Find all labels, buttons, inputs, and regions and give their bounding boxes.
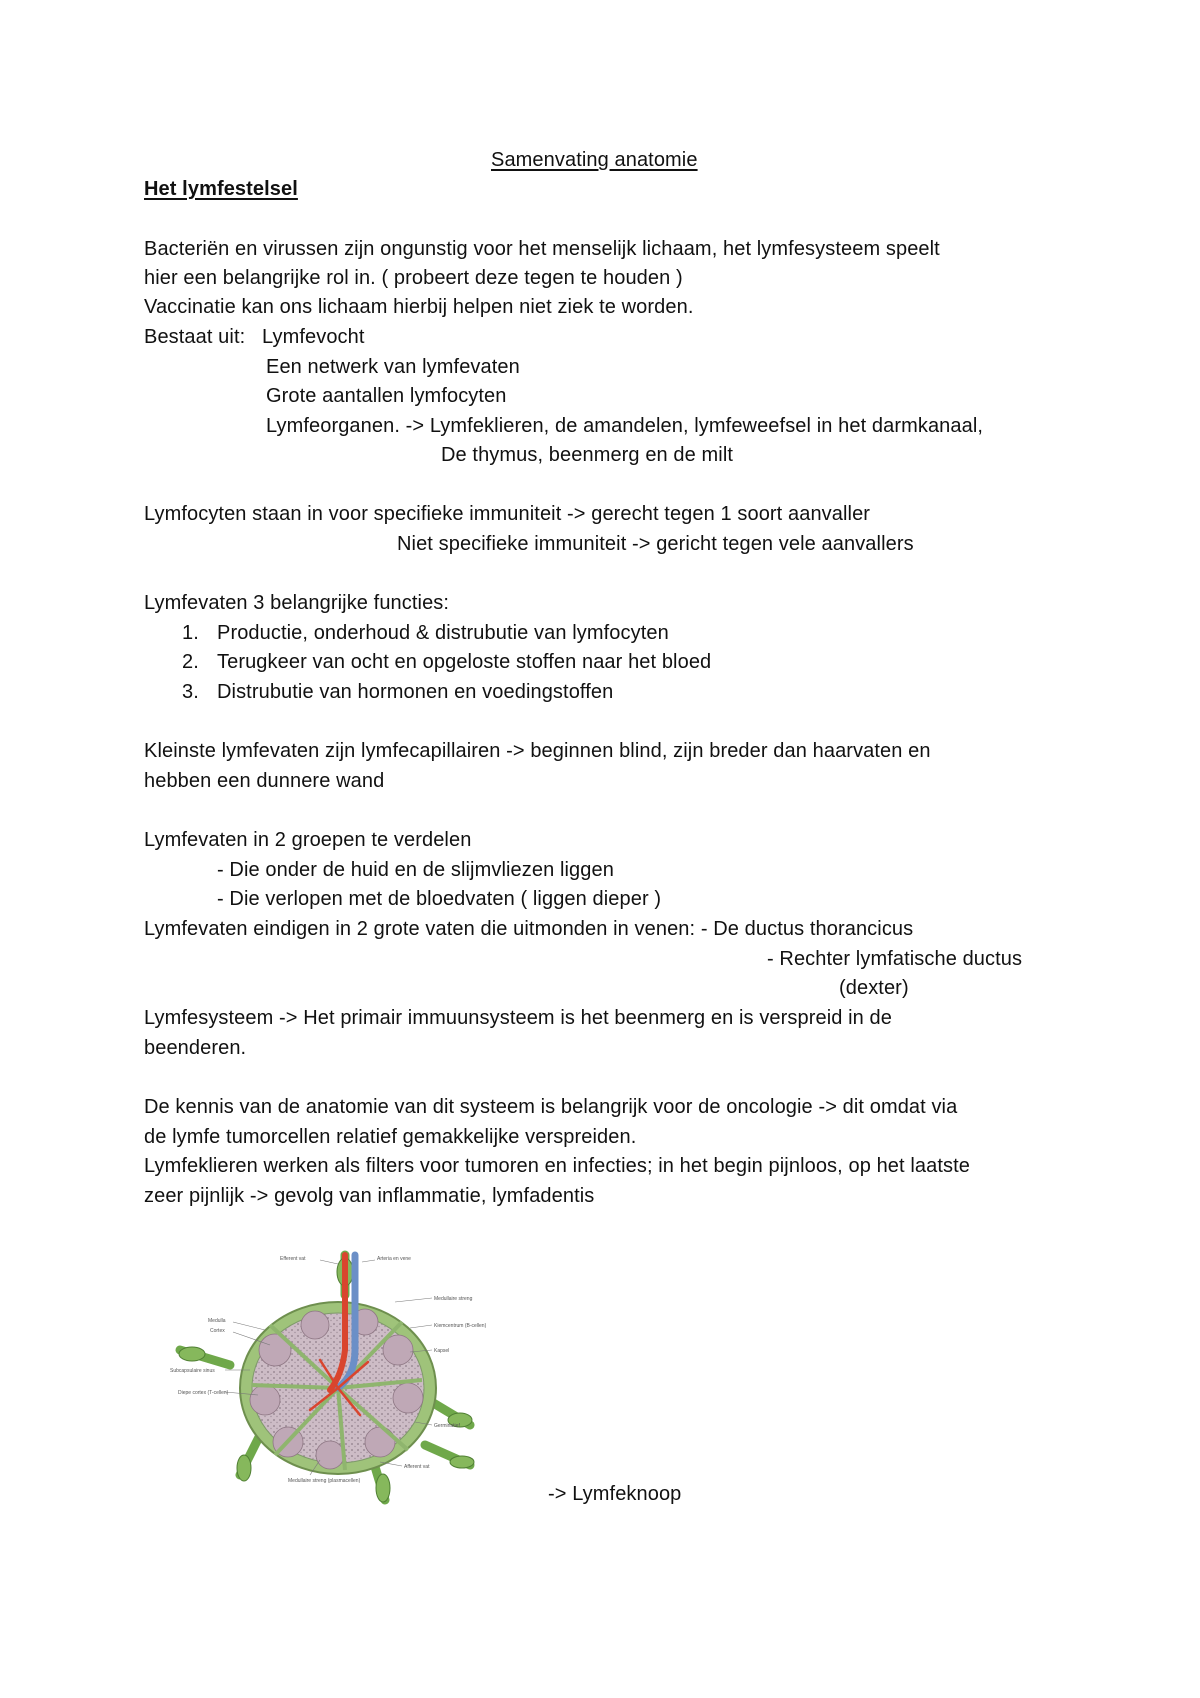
paragraph-line: Lymfesysteem -> Het primair immuunsysteem is het beenmerg en is verspreid in de [144,1007,892,1029]
paragraph-line: Lymfevaten in 2 groepen te verdelen [144,829,472,851]
figure-label: Medulla [208,1318,226,1324]
paragraph-line: zeer pijnlijk -> gevolg van inflammatie, lymfadentis [144,1185,595,1207]
list-item-number: 1. [182,622,199,644]
paragraph-line: - Die verlopen met de bloedvaten ( liggen dieper ) [217,888,662,910]
list-item: Terugkeer van ocht en opgeloste stoffen naar het bloed [217,651,712,673]
bestaat-label: Bestaat uit: [144,326,246,348]
figure-label: Efferent vat [280,1256,306,1262]
lymph-node-illustration [170,1250,515,1505]
figure-label: Cortex [210,1328,225,1334]
paragraph-line: Lymfocyten staan in voor specifieke immuniteit -> gerecht tegen 1 soort aanvaller [144,503,871,525]
paragraph-line: Kleinste lymfevaten zijn lymfecapillairen -> beginnen blind, zijn breder dan haarvaten en [144,740,931,762]
figure-label: Germinatief [434,1423,460,1429]
figure-label: Medullaire streng [434,1296,473,1302]
paragraph-line: beenderen. [144,1037,247,1059]
figure-label: Arteria en vene [377,1256,411,1262]
list-item-number: 2. [182,651,199,673]
figure-label: Kiemcentrum (B-cellen) [434,1323,487,1329]
bestaat-item: Grote aantallen lymfocyten [266,385,507,407]
paragraph-line: Vaccinatie kan ons lichaam hierbij helpen niet ziek te worden. [144,296,694,318]
figure-label: Kapsel [434,1348,450,1354]
paragraph-line: - Die onder de huid en de slijmvliezen liggen [217,859,614,881]
bestaat-item: Lymfeorganen. -> Lymfeklieren, de amandelen, lymfeweefsel in het darmkanaal, [266,415,984,437]
paragraph-line: De kennis van de anatomie van dit systeem is belangrijk voor de oncologie -> dit omdat via [144,1096,958,1118]
document-title: Samenvating anatomie [491,149,698,171]
bestaat-item: Een netwerk van lymfevaten [266,356,520,378]
section-heading: Het lymfestelsel [144,178,298,200]
figure-label: Subcapsulaire sinus [170,1368,215,1374]
figure-caption: -> Lymfeknoop [548,1483,682,1505]
list-item-number: 3. [182,681,199,703]
figure-label: Afferent vat [404,1464,430,1470]
paragraph-line: hier een belangrijke rol in. ( probeert deze tegen te houden ) [144,267,683,289]
list-item: Productie, onderhoud & distrubutie van lymfocyten [217,622,669,644]
paragraph-line: (dexter) [839,977,909,999]
paragraph-line: Niet specifieke immuniteit -> gericht tegen vele aanvallers [397,533,914,555]
paragraph-line: Bacteriën en virussen zijn ongunstig voor het menselijk lichaam, het lymfesysteem speelt [144,238,940,260]
paragraph-line: hebben een dunnere wand [144,770,385,792]
bestaat-item: De thymus, beenmerg en de milt [441,444,734,466]
figure-label: Medullaire streng (plasmacellen) [288,1478,361,1484]
paragraph-line: - Rechter lymfatische ductus [767,948,1023,970]
paragraph-line: Lymfeklieren werken als filters voor tumoren en infecties; in het begin pijnloos, op het laatste [144,1155,970,1177]
list-item: Distrubutie van hormonen en voedingstoffen [217,681,614,703]
paragraph-line: de lymfe tumorcellen relatief gemakkelijke verspreiden. [144,1126,637,1148]
paragraph-line: Lymfevaten eindigen in 2 grote vaten die uitmonden in venen: - De ductus thorancicus [144,918,914,940]
functies-title: Lymfevaten 3 belangrijke functies: [144,592,450,614]
bestaat-item: Lymfevocht [262,326,365,348]
figure-label: Diepe cortex (T-cellen) [178,1390,229,1396]
